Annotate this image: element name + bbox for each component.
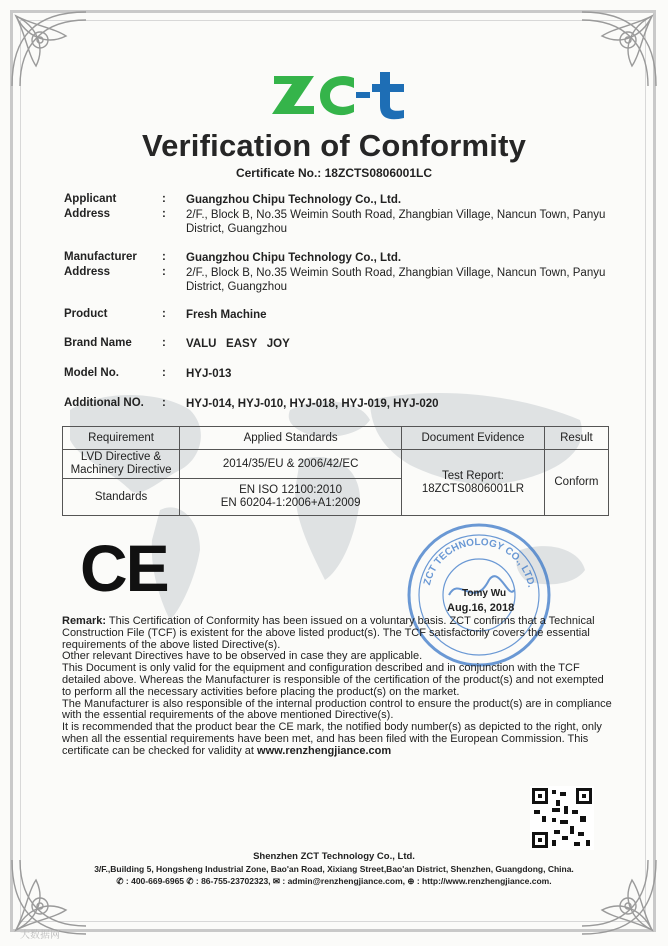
remark-label: Remark: [62, 615, 107, 627]
field-colon: : [162, 266, 166, 278]
zct-logo [268, 66, 408, 124]
field-value: 2/F., Block B, No.35 Weimin South Road, Zhangbian Village, Nancun Town, Panyu District, Guangzhou [186, 267, 606, 293]
ce-mark: CE [80, 531, 168, 605]
table-cell: 2014/35/EU & 2006/42/EC [180, 450, 402, 479]
field-colon: : [162, 397, 166, 409]
footer-contacts: ✆ : 400-669-6965 ✆ : 86-755-23702323, ✉ : admin@renzhengjiance.com, ⊕ : http://www.renzhengjiance.com. [116, 876, 552, 886]
signature-date: Aug.16, 2018 [447, 602, 515, 614]
table-cell: LVD Directive & Machinery Directive [63, 450, 180, 479]
evidence-report-number: 18ZCTS0806001LR [421, 482, 525, 495]
qr-code-icon[interactable] [530, 786, 594, 850]
table-cell-evidence [402, 450, 545, 516]
remark-paragraph: The Manufacturer is also responsible of the internal production control to ensure the product(s) are in compliance with the essential requirements of the above mentioned Directive(s). [62, 697, 612, 722]
field-value: 2/F., Block B, No.35 Weimin South Road, Zhangbian Village, Nancun Town, Panyu District, Guangzhou [186, 209, 606, 235]
field-value: Fresh Machine [186, 309, 267, 321]
svg-text:ZCT TECHNOLOGY CO., LTD.: ZCT TECHNOLOGY CO., LTD. [422, 536, 537, 589]
field-label: Applicant [64, 193, 117, 205]
table-cell-result: Conform [544, 450, 608, 516]
remark-paragraph: This Document is only valid for the equipment and configuration described and in conjunction with the TCF detailed above. Whereas the Manufacturer is responsible of the certification of the product(s) and not exempted to perform all the necessary activities before placing the product(s) on the market. [62, 662, 604, 698]
field-label: Address [64, 266, 111, 278]
field-value: HYJ-013 [186, 368, 232, 380]
table-header: Requirement [63, 427, 180, 450]
footer-company: Shenzhen ZCT Technology Co., Ltd. [253, 851, 415, 862]
field-colon: : [162, 367, 166, 379]
field-label: Brand Name [64, 337, 132, 349]
field-colon: : [162, 337, 166, 349]
field-colon: : [162, 193, 166, 205]
corner-ornament-icon [6, 6, 92, 92]
field-value: HYJ-014, HYJ-010, HYJ-018, HYJ-019, HYJ-020 [186, 398, 439, 410]
table-header: Document Evidence [402, 427, 545, 450]
field-colon: : [162, 308, 166, 320]
standards-table [62, 426, 609, 516]
remark-paragraph [62, 616, 612, 651]
table-header: Applied Standards [180, 427, 402, 450]
table-row [63, 450, 609, 479]
footer-address: 3/F.,Building 5, Hongsheng Industrial Zone, Bao'an Road, Xixiang Street,Bao'an District, Shenzhen, Guangdong, China. [94, 864, 574, 874]
field-label: Address [64, 208, 111, 220]
table-header-row [63, 427, 609, 450]
remark-section [62, 616, 612, 758]
field-value: Guangzhou Chipu Technology Co., Ltd. [186, 194, 402, 206]
remark-text: It is recommended that the product bear the CE mark, the notified body number(s) as depicted to the right, only when all the essential requirements have been met, and has been filed with the European Commission. This certificate can be checked for validity at [62, 721, 602, 757]
field-colon: : [162, 251, 166, 263]
field-colon: : [162, 208, 166, 220]
remark-text: This Certification of Conformity has been issued on a voluntary basis. ZCT confirms that a Technical Construction File (TCF) is existent for the above listed product(s). The TCF satisfactorily covers the essential requirements of the above listed Directive(s). [62, 615, 595, 651]
corner-ornament-icon [576, 6, 662, 92]
field-label: Product [64, 308, 108, 320]
certificate-number: Certificate No.: 18ZCTS0806001LC [235, 166, 433, 180]
remark-paragraph: Other relevant Directives have to be observed in case they are applicable. [62, 650, 423, 663]
remark-paragraph [62, 722, 612, 757]
field-label: Model No. [64, 367, 119, 379]
field-value: Guangzhou Chipu Technology Co., Ltd. [186, 252, 402, 264]
document-title: Verification of Conformity [141, 128, 527, 163]
field-label: Manufacturer [64, 251, 137, 263]
evidence-label: Test Report: [441, 469, 504, 482]
table-header: Result [544, 427, 608, 450]
field-label: Additional NO. [64, 397, 144, 409]
table-cell: Standards [63, 479, 180, 516]
standard-line: EN ISO 12100:2010 [239, 484, 343, 496]
signatory-name: Tomy Wu [462, 588, 507, 599]
validation-link[interactable]: www.renzhengjiance.com [257, 744, 392, 757]
watermark: 大数据网 [20, 930, 60, 941]
table-cell [180, 479, 402, 516]
field-value: VALU EASY JOY [186, 338, 290, 350]
standard-line: EN 60204-1:2006+A1:2009 [220, 497, 361, 509]
